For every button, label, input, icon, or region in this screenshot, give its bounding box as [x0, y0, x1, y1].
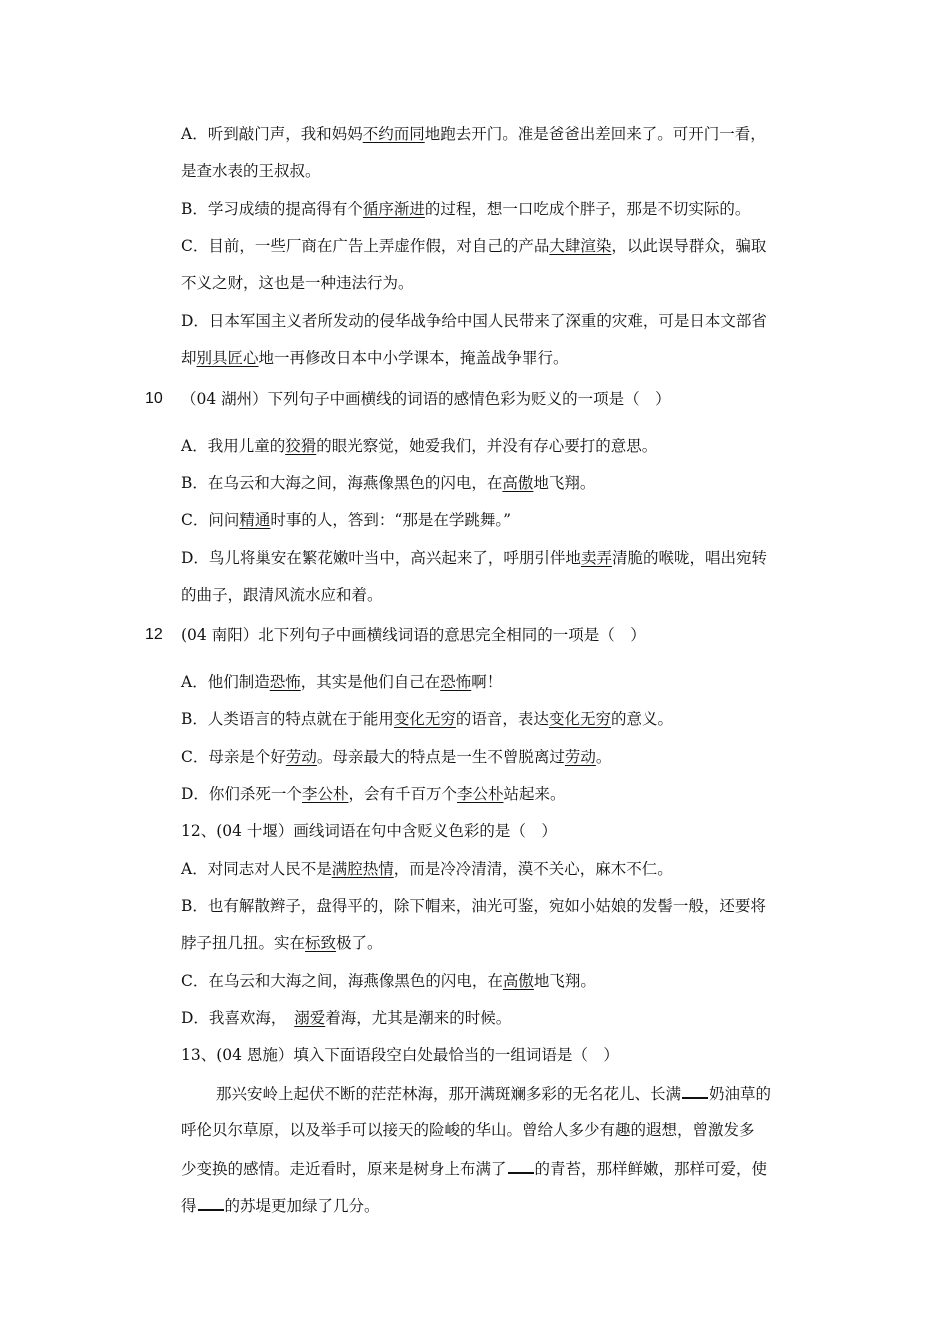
underlined-term: 高傲	[502, 474, 534, 492]
underlined-term: 李公朴	[456, 785, 504, 803]
underlined-term: 恐怖	[440, 673, 472, 691]
underlined-term: 变化无穷	[393, 710, 456, 728]
underlined-term: 劳动	[564, 748, 596, 766]
question-stem: 12、(04 十堰）画线词语在句中含贬义色彩的是（ ）	[181, 822, 557, 840]
underlined-term: 满腔热情	[331, 860, 394, 878]
underlined-term: 狡猾	[285, 437, 317, 455]
passage-line: 呼伦贝尔草原，以及举手可以接天的险峻的华山。曾给人多少有趣的遐想，曾激发多	[181, 1121, 755, 1139]
underlined-term: 高傲	[502, 972, 534, 990]
question-stem: （04 湖州）下列句子中画横线的词语的感情色彩为贬义的一项是（ ）	[181, 390, 671, 408]
underlined-term: 溺爱	[294, 1009, 326, 1027]
fill-blank	[682, 1083, 708, 1099]
underlined-term: 别具匠心	[196, 349, 259, 367]
q12b-option-b-line2: 脖子扭几扭。实在标致极了。	[181, 934, 383, 952]
fill-blank	[508, 1158, 534, 1174]
q9-option-c-line2: 不义之财，这也是一种违法行为。	[181, 274, 414, 292]
q10-option-a: A．我用儿童的狡猾的眼光察觉，她爱我们，并没有存心要打的意思。	[181, 437, 658, 455]
underlined-term: 标致	[305, 934, 337, 952]
q10-option-d-line1: D．鸟儿将巢安在繁花嫩叶当中，高兴起来了，呼朋引伴地卖弄清脆的喉咙，唱出宛转	[181, 549, 767, 567]
question-stem: 13、(04 恩施）填入下面语段空白处最恰当的一组词语是（ ）	[181, 1046, 619, 1064]
passage-line: 得 的苏堤更加绿了几分。	[181, 1197, 380, 1215]
q9-option-a-line1: A．听到敲门声，我和妈妈不约而同地跑去开门。准是爸爸出差回来了。可开门一看，	[181, 125, 766, 143]
fill-blank	[198, 1195, 224, 1211]
underlined-term: 李公朴	[301, 785, 349, 803]
q9-option-d-line2: 却别具匠心地一再修改日本中小学课本，掩盖战争罪行。	[181, 349, 569, 367]
question-stem: (04 南阳）北下列句子中画横线词语的意思完全相同的一项是（ ）	[181, 626, 646, 644]
underlined-term: 大肆渲染	[549, 237, 612, 255]
q9-option-a-line2: 是查水表的王叔叔。	[181, 162, 321, 180]
q12b-option-a: A．对同志对人民不是满腔热情，而是冷冷清清，漠不关心，麻木不仁。	[181, 860, 673, 878]
question-number: 12	[145, 626, 163, 643]
q12b-option-c: C．在乌云和大海之间，海燕像黑色的闪电，在高傲地飞翔。	[181, 972, 596, 990]
underlined-term: 变化无穷	[548, 710, 611, 728]
question-number: 10	[145, 390, 163, 407]
q10-option-d-line2: 的曲子，跟清风流水应和着。	[181, 586, 383, 604]
q9-option-d-line1: D．日本军国主义者所发动的侵华战争给中国人民带来了深重的灾难，可是日本文部省	[181, 312, 767, 330]
q12b-option-d: D．我喜欢海， 溺爱着海，尤其是潮来的时候。	[181, 1009, 512, 1027]
q12a-option-d: D．你们杀死一个李公朴，会有千百万个李公朴站起来。	[181, 785, 566, 803]
q12a-option-b: B．人类语言的特点就在于能用变化无穷的语音，表达变化无穷的意义。	[181, 710, 673, 728]
underlined-term: 精通	[239, 511, 271, 529]
q12a-option-a: A．他们制造恐怖，其实是他们自己在恐怖啊！	[181, 673, 503, 691]
q9-option-c-line1: C．目前，一些厂商在广告上弄虚作假，对自己的产品大肆渲染，以此误导群众，骗取	[181, 237, 767, 255]
q10-option-b: B．在乌云和大海之间，海燕像黑色的闪电，在高傲地飞翔。	[181, 474, 596, 492]
underlined-term: 恐怖	[269, 673, 301, 691]
underlined-term: 循序渐进	[362, 200, 425, 218]
q12a-option-c: C．母亲是个好劳动。母亲最大的特点是一生不曾脱离过劳动。	[181, 748, 612, 766]
underlined-term: 不约而同	[362, 125, 425, 143]
q12b-option-b-line1: B．也有解散辫子，盘得平的，除下帽来，油光可鉴，宛如小姑娘的发髻一般，还要将	[181, 897, 766, 915]
passage-line: 那兴安岭上起伏不断的茫茫林海，那开满斑斓多彩的无名花儿、长满 奶油草的	[216, 1085, 772, 1103]
q10-option-c: C．问问精通时事的人，答到：“那是在学跳舞。”	[181, 511, 511, 529]
underlined-term: 劳动	[285, 748, 317, 766]
passage-line: 少变换的感情。走近看时，原来是树身上布满了 的青苔，那样鲜嫩，那样可爱，使	[181, 1160, 768, 1178]
underlined-term: 卖弄	[580, 549, 612, 567]
q9-option-b: B．学习成绩的提高得有个循序渐进的过程，想一口吃成个胖子，那是不切实际的。	[181, 200, 751, 218]
